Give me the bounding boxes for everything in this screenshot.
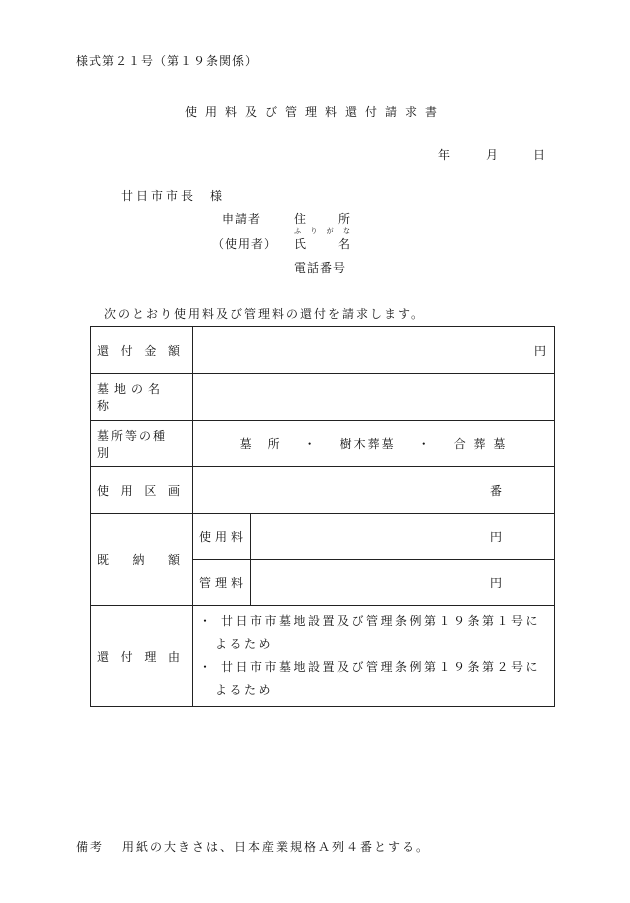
date-month-label: 月 [486,148,499,162]
row-site-type [91,421,555,467]
date-year-label: 年 [438,148,451,162]
reason-options [193,606,555,707]
row-section [91,467,555,514]
label-refund-amount: 還 付 金 額 [91,327,193,374]
reason-item-1[interactable]: ・ 廿日市市墓地設置及び管理条例第１９条第１号に [199,614,541,628]
label-usage-fee: 使用料 [193,514,251,560]
addressee [121,187,225,204]
addressee-name: 廿日市市長 [121,189,197,203]
user-label: （使用者） [212,237,278,251]
usage-fee-unit: 円 [489,530,502,544]
name-label: 氏 名 [294,237,350,251]
note [76,838,430,855]
refund-amount-field[interactable] [193,327,555,374]
section-unit: 番 [489,483,502,498]
refund-amount-unit: 円 [533,343,546,358]
reason-item-1-cont: よるため [215,637,274,651]
label-cemetery-name: 墓地の名称 [91,374,193,421]
cemetery-name-field[interactable] [193,374,555,421]
furigana-label: ふ り が な [294,227,350,235]
label-section: 使 用 区 画 [91,467,193,514]
management-fee-field[interactable] [251,560,555,606]
row-usage-fee [91,514,555,560]
refund-request-table [90,326,555,707]
management-fee-unit: 円 [489,576,502,590]
option-grave[interactable]: 墓 所 [239,437,282,451]
option-tree-burial[interactable]: 樹木葬墓 [339,437,396,451]
reason-item-2-cont: よるため [215,683,274,697]
option-joint-burial[interactable]: 合 葬 墓 [453,437,508,451]
label-site-type: 墓所等の種別 [91,421,193,467]
label-reason: 還 付 理 由 [91,606,193,707]
date-day-label: 日 [533,148,546,162]
label-paid-amount: 既 納 額 [91,514,193,606]
separator: ・ [303,437,318,451]
reason-item-2[interactable]: ・ 廿日市市墓地設置及び管理条例第１９条第２号に [199,660,541,674]
address-label: 住 所 [294,212,350,226]
row-cemetery-name [91,374,555,421]
form-number: 様式第２１号（第１９条関係） [76,54,259,68]
label-management-fee: 管理料 [193,560,251,606]
addressee-honorific: 様 [210,189,226,203]
section-field[interactable] [193,467,555,514]
note-label: 備考 [76,840,105,854]
applicant-label: 申請者 [222,212,262,226]
usage-fee-field[interactable] [251,514,555,560]
separator: ・ [417,437,432,451]
row-refund-amount [91,327,555,374]
note-text: 用紙の大きさは、日本産業規格Ａ列４番とする。 [122,840,431,854]
lead-text: 次のとおり使用料及び管理料の還付を請求します。 [104,307,426,321]
phone-label: 電話番号 [294,261,347,275]
site-type-options[interactable] [193,421,555,467]
document-title: 使用料及び管理料還付請求書 [184,105,445,119]
row-reason [91,606,555,707]
